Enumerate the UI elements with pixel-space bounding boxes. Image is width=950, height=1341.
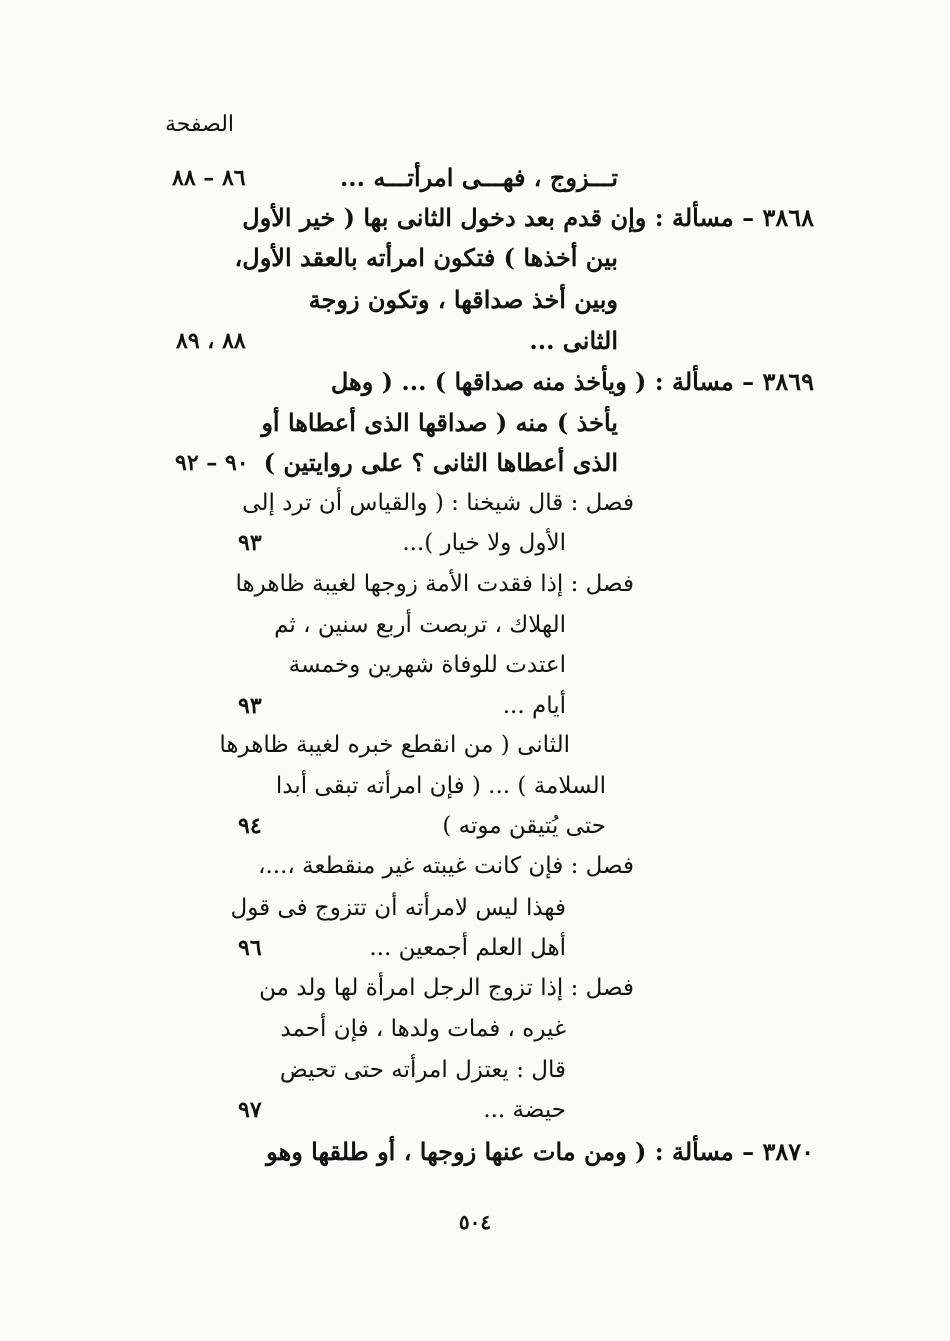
toc-entry-3869: ٣٨٦٩ – مسألة : ( ويأخذ منه صداقها ) ... ( وهل [330, 367, 814, 396]
toc-line: فصل : إذا فقدت الأمة زوجها لغيبة ظاهرها [235, 571, 634, 597]
toc-line: غيره ، فمات ولدها ، فإن أحمد [280, 1016, 566, 1042]
page-ref: ٩٣ [238, 693, 262, 719]
page-ref: ٩٠ – ٩٢ [175, 450, 249, 476]
toc-line: السلامة ) ... ( فإن امرأته تبقى أبدا [275, 773, 606, 799]
page-ref: ٩٦ [238, 935, 262, 961]
toc-line: أيام ... [502, 693, 566, 719]
toc-line: يأخذ ) منه ( صداقها الذى أعطاها أو [261, 408, 618, 437]
toc-line: فصل : فإن كانت غيبته غير منقطعة ،...، [258, 853, 634, 879]
toc-line: أهل العلم أجمعين ... [369, 935, 566, 961]
toc-line: الذى أعطاها الثانى ؟ على روايتين ) [263, 448, 618, 477]
toc-line: الأول ولا خيار )... [402, 530, 566, 556]
toc-entry-3868: ٣٨٦٨ – مسألة : وإن قدم بعد دخول الثانى بها ( خير الأول [242, 203, 814, 232]
toc-line: الثانى ( من انقطع خبره لغيبة ظاهرها [219, 732, 570, 758]
toc-line: فصل : إذا تزوج الرجل امرأة لها ولد من [259, 975, 634, 1001]
toc-line: حيضة ... [483, 1097, 566, 1123]
toc-line: تـــزوج ، فهـــى امرأتـــه ... [339, 163, 618, 192]
toc-entry-3870: ٣٨٧٠ – مسألة : ( ومن مات عنها زوجها ، أو طلقها وهو [266, 1137, 814, 1166]
page-ref: ٩٣ [238, 530, 262, 556]
toc-line: الهلاك ، تربصت أربع سنين ، ثم [274, 612, 566, 638]
toc-line: الثانى ... [529, 326, 618, 355]
page-ref: ٩٧ [238, 1097, 262, 1123]
toc-line: اعتدت للوفاة شهرين وخمسة [288, 652, 566, 678]
toc-line: قال : يعتزل امرأته حتى تحيض [279, 1057, 566, 1083]
toc-line: بين أخذها ) فتكون امرأته بالعقد الأول، [234, 243, 618, 272]
page-column-header: الصفحة [165, 112, 235, 137]
page-ref: ٩٤ [238, 813, 262, 839]
toc-line: وبين أخذ صداقها ، وتكون زوجة [308, 285, 618, 314]
toc-line: فصل : قال شيخنا : ( والقياس أن ترد إلى [242, 490, 634, 516]
page-number: ٥٠٤ [458, 1210, 492, 1234]
toc-line: حتى يُتيقن موته ) [442, 813, 606, 839]
page-ref: ٨٦ – ٨٨ [172, 165, 246, 191]
page-ref: ٨٨ ، ٨٩ [176, 328, 246, 354]
toc-line: فهذا ليس لامرأته أن تتزوج فى قول [230, 895, 566, 921]
